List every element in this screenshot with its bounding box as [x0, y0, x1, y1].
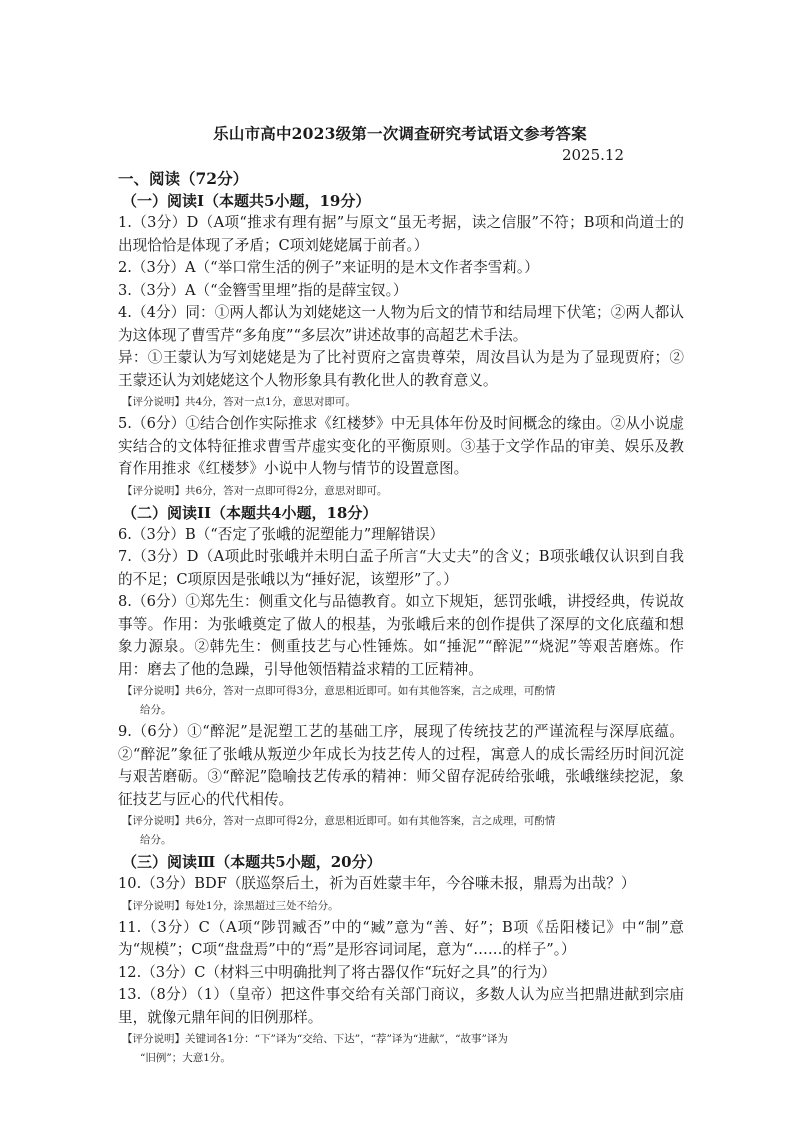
answer-q2: 2.（3分）A（“举口常生活的例子”来证明的是木文作者李雪莉。） — [118, 259, 539, 276]
answer-q8: 8.（6分）①郑先生：侧重文化与品德教育。如立下规矩，惩罚张峨，讲授经典，传说故事等。作用：为张峨奠定了做人的根基，为张峨后来的创作提供了深厚的文化底蕴和想象力源泉。②韩先生：侧重技艺与心性锤炼。如“捶泥”“醉泥”“烧泥”等艰苦磨炼。作用：磨去了他的急躁，引导他领悟精益求精的工匠精神。 — [118, 593, 684, 678]
answer-q12: 12.（3分）C（材料三中明确批判了将古器仅作“玩好之具”的行为） — [118, 963, 557, 981]
document-body — [118, 168, 684, 1069]
document-title: 乐山市高中2023级第一次调查研究考试语文参考答案 — [213, 124, 587, 143]
answer-q4: 4.（4分）同：①两人都认为刘姥姥这一人物为后文的情节和结局埋下伏笔；②两人都认为这体现了曹雪芹“多角度”“多层次”讲述故事的高超艺术手法。 — [118, 304, 684, 344]
answer-q9: 9.（6分）①“醉泥”是泥塑工艺的基础工序，展现了传统技艺的严谨流程与深厚底蕴。②“醉泥”象征了张峨从叛逆少年成长为技艺传人的过程，寓意人的成长需经历时间沉淀与艰苦磨砺。③“醉泥”隐喻技艺传承的精神：师父留存泥砖给张峨，张峨继续挖泥，象征技艺与匠心的代代相传。 — [118, 723, 684, 808]
scoring-note-q8: 【评分说明】共6分，答对一点即可得3分，意思相近即可。如有其他答案，言之成理，可酌情 — [122, 685, 556, 697]
answer-q11: 11.（3分）C（A项“陟罚臧否”中的“臧”意为“善、好”；B项《岳阳楼记》中“制”意为“规模”；C项“盘盘焉”中的“焉”是形容词词尾，意为“……的样子”。） — [118, 918, 684, 958]
answer-q5: 5.（6分）①结合创作实际推求《红楼梦》中无具体年份及时间概念的缘由。②从小说虚实结合的文体特征推求曹雪芹虚实变化的平衡原则。③基于文学作品的审美、娱乐及教育作用推求《红楼梦》小说中人物与情节的设置意图。 — [118, 415, 684, 477]
answer-q10: 10.（3分）BDF（朕巡祭后土，祈为百姓蒙丰年，今谷嗛未报，鼎焉为出哉？） — [118, 875, 636, 892]
scoring-note-q13-continued: “旧例”；大意1分。 — [140, 1052, 231, 1064]
part1-heading: （一）阅读Ⅰ（本题共5小题，19分） — [122, 192, 371, 210]
answer-q1: 1.（3分）D（A项“推求有理有据”与原文“虽无考据，读之信服”不符；B项和尚道士的出现恰恰是体现了矛盾；C项刘姥姥属于前者。） — [118, 214, 684, 254]
scoring-note-q4: 【评分说明】共4分，答对一点1分，意思对即可。 — [122, 396, 356, 408]
scoring-note-q5: 【评分说明】共6分，答对一点即可得2分，意思对即可。 — [122, 484, 388, 497]
scoring-note-q13: 【评分说明】关键词各1分：“下”译为“交给、下达”，“荐”译为“进献”，“故事”译为 — [122, 1033, 508, 1045]
scoring-note-q10: 【评分说明】每处1分，涂黑超过三处不给分。 — [122, 899, 339, 912]
document-date: 2025.12 — [561, 146, 624, 164]
answer-q13: 13.（8分）（1）（皇帝）把这件事交给有关部门商议，多数人认为应当把鼎进献到宗庙里，就像元鼎年间的旧例那样。 — [118, 986, 684, 1026]
scoring-note-q9: 【评分说明】共6分，答对一点即可得2分，意思相近即可。如有其他答案，言之成理，可酌情 — [122, 815, 556, 827]
scoring-note-q9-continued: 给分。 — [140, 834, 172, 846]
part2-heading: （二）阅读II（本题共4小题，18分） — [122, 503, 378, 522]
section-heading-reading: 一、阅读（72分） — [118, 169, 249, 188]
answer-q6: 6.（3分）B（“否定了张峨的泥塑能力”理解错误） — [118, 525, 445, 543]
answer-q4-difference: 异：①王蒙认为写刘姥姥是为了比衬贾府之富贵尊荣，周汝昌认为是为了显现贾府；②王蒙还认为刘姥姥这个人物形象具有教化世人的教育意义。 — [118, 349, 684, 389]
answer-q7: 7.（3分）D（A项此时张峨并未明白孟子所言“大丈夫”的含义；B项张峨仅认识到自我的不足；C项原因是张峨以为“捶好泥，该塑形”了。） — [118, 548, 684, 588]
part3-heading: （三）阅读Ⅲ（本题共5小题，20分） — [122, 853, 382, 871]
scoring-note-q8-continued: 给分。 — [140, 704, 172, 716]
answer-q3: 3.（3分）A（“金簪雪里埋”指的是薛宝钗。） — [118, 281, 408, 299]
